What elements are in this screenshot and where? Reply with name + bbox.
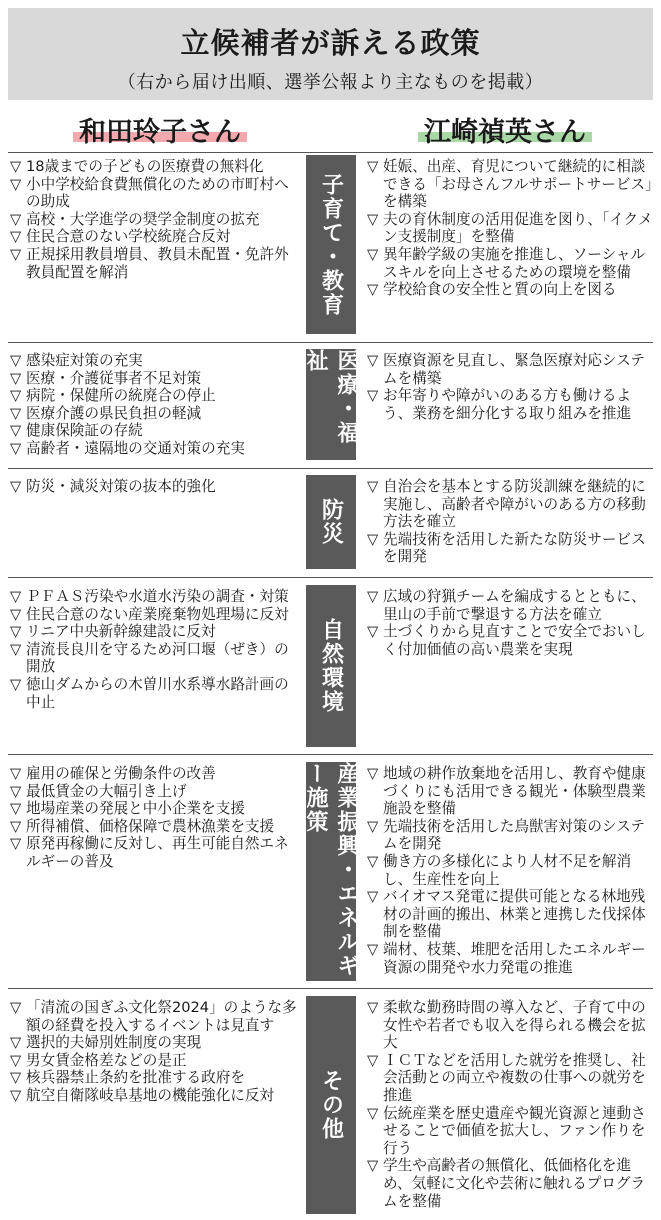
section-divider [8,754,653,755]
policy-item: ▽ 徳山ダムからの木曽川水系導水路計画の中止 [10,676,300,711]
policy-item: ▽ バイオマス発電に提供可能となる林地残材の計画的搬出、林業と連携した伐採体制を整備 [367,888,653,941]
policy-item: ▽ 健康保険証の存続 [10,422,300,440]
policy-item: ▽ 病院・保健所の統廃合の停止 [10,387,300,405]
policy-item: ▽ リニア中央新幹線建設に反対 [10,623,300,641]
category-other: その他 [306,996,356,1214]
policy-item: ▽ 広域の狩猟チームを編成するとともに、里山の手前で撃退する方法を確立 [367,588,653,623]
policy-item: ▽ 清流長良川を守るため河口堰（ぜき）の開放 [10,641,300,676]
left-candidate-policies [10,158,300,281]
policy-item: ▽ 医療介護の県民負担の軽減 [10,405,300,423]
policy-item: ▽ 原発再稼働に反対し、再生可能自然エネルギーの普及 [10,835,300,870]
policy-item: ▽ ＩＣＴなどを活用した就労を推奨し、社会活動との両立や複数の仕事への就労を推進 [367,1052,653,1105]
policy-section [8,759,653,984]
category-disaster-prevention: 防災 [306,475,356,569]
policy-item: ▽ 妊娠、出産、育児について継続的に相談できる「お母さんフルサポートサービス」を構築 [367,158,653,211]
right-candidate-policies [367,158,653,299]
policy-item: ▽ 正規採用教員増員、教員未配置・免許外教員配置を解消 [10,246,300,281]
policy-item: ▽ 所得補償、価格保障で農林漁業を支援 [10,818,300,836]
right-candidate-policies [367,765,653,976]
policy-item: ▽ 核兵器禁止条約を批准する政府を [10,1069,300,1087]
policy-item: ▽ 高校・大学進学の奨学金制度の拡充 [10,211,300,229]
policy-item: ▽ 「清流の国ぎふ文化祭2024」のような多額の経費を投入するイベントは見直す [10,999,300,1034]
policy-item: ▽ お年寄りや障がいのある方も働けるよう、業務を細分化する取り組みを推進 [367,387,653,422]
policy-item: ▽ 医療資源を見直し、緊急医療対応システムを構築 [367,352,653,387]
left-candidate-policies [10,352,300,458]
policy-item: ▽ 18歳までの子どもの医療費の無料化 [10,158,300,176]
candidate-name-right: 江崎禎英さん [385,112,625,152]
policy-item: ▽ 地域の耕作放棄地を活用し、教育や健康づくりにも活用できる観光・体験型農業施設を整備 [367,765,653,818]
policy-section [8,472,653,572]
left-candidate-policies [10,588,300,711]
policy-item: ▽ 男女賃金格差などの是正 [10,1052,300,1070]
policy-item: ▽ 地場産業の発展と中小企業を支援 [10,800,300,818]
policy-item: ▽ 選択的夫婦別姓制度の実現 [10,1034,300,1052]
policy-item: ▽ 学生や高齢者の無償化、低価格化を進め、気軽に文化や芸術に触れるプログラムを整備 [367,1157,653,1210]
policy-item: ▽ 先端技術を活用した鳥獣害対策のシステムを開発 [367,818,653,853]
page-subtitle: （右から届け出順、選挙公報より主なものを掲載） [117,72,544,93]
policy-item: ▽ 住民合意のない産業廃棄物処理場に反対 [10,606,300,624]
policy-item: ▽ 高齢者・遠隔地の交通対策の充実 [10,440,300,458]
category-natural-environment: 自然環境 [306,585,356,747]
policy-section [8,582,653,750]
policy-item: ▽ 柔軟な勤務時間の導入など、子育て中の女性や若者でも収入を得られる機会を拡大 [367,999,653,1052]
section-divider [8,577,653,578]
right-candidate-policies [367,999,653,1210]
policy-item: ▽ 働き方の多様化により人材不足を解消し、生産性を向上 [367,853,653,888]
page-title: 立候補者が訴える政策 [180,26,481,60]
section-divider [8,342,653,343]
policy-item: ▽ 雇用の確保と労働条件の改善 [10,765,300,783]
policy-item: ▽ 学校給食の安全性と質の向上を図る [367,281,653,299]
policy-item: ▽ 感染症対策の充実 [10,352,300,370]
policy-item: ▽ 最低賃金の大幅引き上げ [10,783,300,801]
policy-section [8,993,653,1217]
left-candidate-policies [10,765,300,871]
header-box [8,8,653,100]
policy-item: ▽ 住民合意のない学校統廃合反対 [10,228,300,246]
category-industry-energy: 産業振興・エネルギー施策 [306,762,356,981]
section-divider [8,988,653,989]
policy-item: ▽ 先端技術を活用した新たな防災サービスを開発 [367,531,653,566]
policy-item: ▽ 端材、枝葉、堆肥を活用したエネルギー資源の開発や水力発電の推進 [367,941,653,976]
policy-item: ▽ 異年齢学級の実施を推進し、ソーシャルスキルを向上させるための環境を整備 [367,246,653,281]
right-candidate-policies [367,478,653,566]
policy-item: ▽ 小中学校給食費無償化のための市町村への助成 [10,176,300,211]
policy-item: ▽ 防災・減災対策の抜本的強化 [10,478,300,496]
policy-item: ▽ 夫の育休制度の活用促進を図り、「イクメン支援制度」を整備 [367,211,653,246]
policy-item: ▽ 伝統産業を歴史遺産や観光資源と連動させることで価値を拡大し、ファン作りを行う [367,1105,653,1158]
right-candidate-policies [367,588,653,658]
policy-section [8,346,653,463]
category-childcare-education: 子育て・教育 [306,155,356,334]
section-divider [8,468,653,469]
policy-item: ▽ 航空自衛隊岐阜基地の機能強化に反対 [10,1087,300,1105]
policy-item: ▽ 土づくりから見直すことで安全でおいしく付加価値の高い農業を実現 [367,623,653,658]
policy-section [8,152,653,337]
policy-item: ▽ 医療・介護従事者不足対策 [10,370,300,388]
right-candidate-policies [367,352,653,422]
category-medical-welfare: 医療・福祉 [306,349,356,460]
left-candidate-policies [10,999,300,1105]
policy-item: ▽ 自治会を基本とする防災訓練を継続的に実施し、高齢者や障がいのある方の移動方法を確立 [367,478,653,531]
left-candidate-policies [10,478,300,496]
policy-item: ▽ ＰＦＡＳ汚染や水道水汚染の調査・対策 [10,588,300,606]
candidate-name-left: 和田玲子さん [40,112,280,152]
